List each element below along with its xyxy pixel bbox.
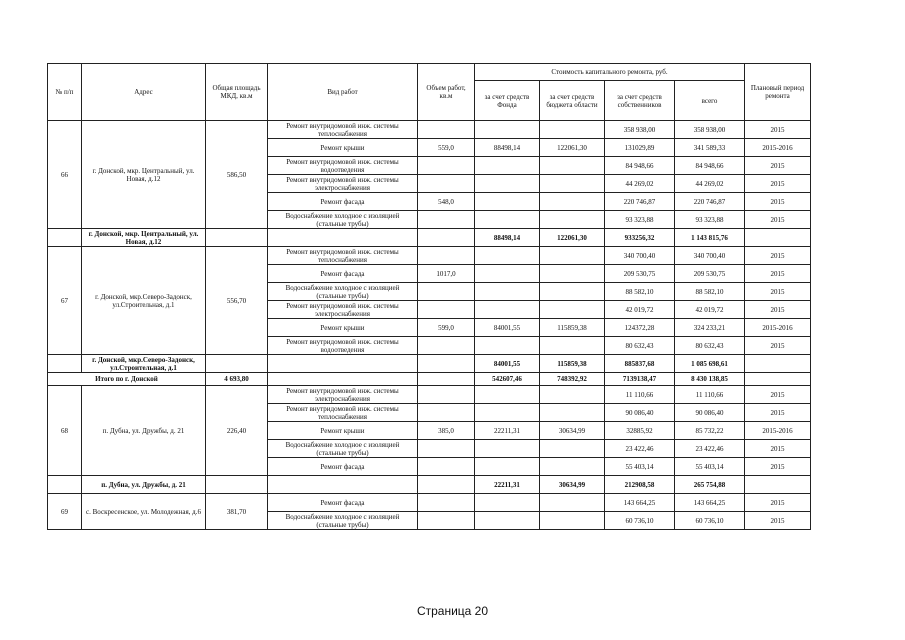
- total-cell: 44 269,02: [675, 175, 745, 193]
- total-cell: 220 746,87: [675, 193, 745, 211]
- region-budget-cell: [540, 458, 605, 476]
- volume-cell: 599,0: [418, 319, 475, 337]
- city-total-label: Итого по г. Донской: [48, 373, 206, 386]
- fund-cell: [475, 458, 540, 476]
- table-row: [48, 247, 811, 265]
- subtotal-period-cell: [745, 229, 811, 247]
- subtotal-work-cell: [268, 229, 418, 247]
- owners-cell: 124372,28: [605, 319, 675, 337]
- subtotal-total: 1 143 815,76: [675, 229, 745, 247]
- period-cell: 2015-2016: [745, 422, 811, 440]
- work-type-cell: Ремонт внутридомовой инж. системы водоотведения: [268, 157, 418, 175]
- region-budget-cell: 122061,30: [540, 139, 605, 157]
- total-cell: 209 530,75: [675, 265, 745, 283]
- subtotal-region: 122061,30: [540, 229, 605, 247]
- row-number-cell: 69: [48, 494, 82, 530]
- subtotal-area-cell: [206, 229, 268, 247]
- region-budget-cell: [540, 386, 605, 404]
- period-cell: 2015: [745, 301, 811, 319]
- period-cell: 2015: [745, 440, 811, 458]
- fund-cell: [475, 211, 540, 229]
- total-cell: 80 632,43: [675, 337, 745, 355]
- subtotal-area-cell: [206, 355, 268, 373]
- volume-cell: [418, 175, 475, 193]
- volume-cell: 1017,0: [418, 265, 475, 283]
- subtotal-total: 1 085 698,61: [675, 355, 745, 373]
- city-total-area: 4 693,80: [206, 373, 268, 386]
- total-cell: 90 086,40: [675, 404, 745, 422]
- region-budget-cell: [540, 440, 605, 458]
- city-total-fund: 542607,46: [475, 373, 540, 386]
- page-number: Страница 20: [416, 604, 489, 618]
- header-total: всего: [675, 81, 745, 121]
- period-cell: 2015: [745, 211, 811, 229]
- period-cell: 2015-2016: [745, 319, 811, 337]
- volume-cell: 559,0: [418, 139, 475, 157]
- period-cell: 2015: [745, 247, 811, 265]
- city-total-period-cell: [745, 373, 811, 386]
- subtotal-region: 115859,38: [540, 355, 605, 373]
- work-type-cell: Ремонт внутридомовой инж. системы электроснабжения: [268, 301, 418, 319]
- volume-cell: [418, 386, 475, 404]
- area-cell: 556,70: [206, 247, 268, 355]
- subtotal-fund: 22211,31: [475, 476, 540, 494]
- owners-cell: 358 938,00: [605, 121, 675, 139]
- region-budget-cell: [540, 157, 605, 175]
- subtotal-num-cell: [48, 355, 82, 373]
- city-total-work-cell: [268, 373, 418, 386]
- period-cell: 2015: [745, 512, 811, 530]
- work-type-cell: Ремонт крыши: [268, 139, 418, 157]
- city-total-owners: 7139138,47: [605, 373, 675, 386]
- volume-cell: [418, 247, 475, 265]
- subtotal-label: п. Дубна, ул. Дружбы, д. 21: [82, 476, 206, 494]
- fund-cell: [475, 175, 540, 193]
- address-cell: п. Дубна, ул. Дружбы, д. 21: [82, 386, 206, 476]
- table-row: [48, 386, 811, 404]
- fund-cell: 22211,31: [475, 422, 540, 440]
- subtotal-work-cell: [268, 355, 418, 373]
- work-type-cell: Ремонт внутридомовой инж. системы теплоснабжения: [268, 121, 418, 139]
- area-cell: 381,70: [206, 494, 268, 530]
- total-cell: 42 019,72: [675, 301, 745, 319]
- city-total-total: 8 430 138,85: [675, 373, 745, 386]
- period-cell: 2015: [745, 265, 811, 283]
- owners-cell: 44 269,02: [605, 175, 675, 193]
- fund-cell: [475, 512, 540, 530]
- city-total-volume-cell: [418, 373, 475, 386]
- owners-cell: 11 110,66: [605, 386, 675, 404]
- row-number-cell: 66: [48, 121, 82, 229]
- owners-cell: 143 664,25: [605, 494, 675, 512]
- work-type-cell: Ремонт фасада: [268, 494, 418, 512]
- period-cell: 2015: [745, 283, 811, 301]
- fund-cell: [475, 337, 540, 355]
- header-cost-group: Стоимость капитального ремонта, руб.: [475, 64, 745, 81]
- owners-cell: 32885,92: [605, 422, 675, 440]
- work-type-cell: Водоснабжение холодное с изоляцией (стальные трубы): [268, 211, 418, 229]
- region-budget-cell: [540, 494, 605, 512]
- subtotal-label: г. Донской, мкр.Северо-Задонск, ул.Строительная, д.1: [82, 355, 206, 373]
- subtotal-volume-cell: [418, 476, 475, 494]
- subtotal-period-cell: [745, 476, 811, 494]
- fund-cell: [475, 494, 540, 512]
- table-row: [48, 494, 811, 512]
- volume-cell: [418, 211, 475, 229]
- fund-cell: [475, 265, 540, 283]
- region-budget-cell: [540, 193, 605, 211]
- volume-cell: [418, 494, 475, 512]
- fund-cell: [475, 301, 540, 319]
- fund-cell: [475, 121, 540, 139]
- work-type-cell: Ремонт фасада: [268, 193, 418, 211]
- fund-cell: [475, 404, 540, 422]
- total-cell: 55 403,14: [675, 458, 745, 476]
- owners-cell: 55 403,14: [605, 458, 675, 476]
- address-cell: г. Донской, мкр. Центральный, ул. Новая, д.12: [82, 121, 206, 229]
- region-budget-cell: [540, 265, 605, 283]
- owners-cell: 209 530,75: [605, 265, 675, 283]
- total-cell: 340 700,40: [675, 247, 745, 265]
- volume-cell: 548,0: [418, 193, 475, 211]
- owners-cell: 220 746,87: [605, 193, 675, 211]
- subtotal-num-cell: [48, 476, 82, 494]
- work-type-cell: Водоснабжение холодное с изоляцией (стальные трубы): [268, 512, 418, 530]
- total-cell: 85 732,22: [675, 422, 745, 440]
- region-budget-cell: 30634,99: [540, 422, 605, 440]
- owners-cell: 60 736,10: [605, 512, 675, 530]
- owners-cell: 93 323,88: [605, 211, 675, 229]
- work-type-cell: Ремонт внутридомовой инж. системы водоотведения: [268, 337, 418, 355]
- owners-cell: 84 948,66: [605, 157, 675, 175]
- owners-cell: 340 700,40: [605, 247, 675, 265]
- subtotal-label: г. Донской, мкр. Центральный, ул. Новая, д.12: [82, 229, 206, 247]
- city-total-row: [48, 373, 811, 386]
- subtotal-area-cell: [206, 476, 268, 494]
- subtotal-owners: 933256,32: [605, 229, 675, 247]
- subtotal-fund: 88498,14: [475, 229, 540, 247]
- header-region: за счет средств бюджета области: [540, 81, 605, 121]
- volume-cell: 385,0: [418, 422, 475, 440]
- area-cell: 226,40: [206, 386, 268, 476]
- header-area: Общая площадь МКД, кв.м: [206, 64, 268, 121]
- volume-cell: [418, 121, 475, 139]
- fund-cell: [475, 193, 540, 211]
- work-type-cell: Ремонт крыши: [268, 319, 418, 337]
- region-budget-cell: [540, 175, 605, 193]
- work-type-cell: Водоснабжение холодное с изоляцией (стальные трубы): [268, 283, 418, 301]
- header-owners: за счет средств собственников: [605, 81, 675, 121]
- subtotal-row: [48, 355, 811, 373]
- total-cell: 93 323,88: [675, 211, 745, 229]
- owners-cell: 42 019,72: [605, 301, 675, 319]
- row-number-cell: 68: [48, 386, 82, 476]
- row-number-cell: 67: [48, 247, 82, 355]
- address-cell: с. Воскресенское, ул. Молодежная, д.6: [82, 494, 206, 530]
- subtotal-volume-cell: [418, 355, 475, 373]
- header-row-1: [48, 64, 811, 81]
- volume-cell: [418, 337, 475, 355]
- subtotal-num-cell: [48, 229, 82, 247]
- fund-cell: [475, 247, 540, 265]
- period-cell: 2015: [745, 337, 811, 355]
- total-cell: 143 664,25: [675, 494, 745, 512]
- owners-cell: 90 086,40: [605, 404, 675, 422]
- region-budget-cell: [540, 337, 605, 355]
- work-type-cell: Ремонт фасада: [268, 458, 418, 476]
- region-budget-cell: [540, 283, 605, 301]
- period-cell: 2015: [745, 404, 811, 422]
- fund-cell: [475, 440, 540, 458]
- region-budget-cell: [540, 404, 605, 422]
- subtotal-volume-cell: [418, 229, 475, 247]
- subtotal-row: [48, 229, 811, 247]
- total-cell: 11 110,66: [675, 386, 745, 404]
- capital-repair-table: [47, 63, 811, 530]
- total-cell: 88 582,10: [675, 283, 745, 301]
- period-cell: 2015-2016: [745, 139, 811, 157]
- city-total-region: 748392,92: [540, 373, 605, 386]
- subtotal-total: 265 754,88: [675, 476, 745, 494]
- volume-cell: [418, 404, 475, 422]
- work-type-cell: Ремонт внутридомовой инж. системы электроснабжения: [268, 175, 418, 193]
- header-num: № п/п: [48, 64, 82, 121]
- owners-cell: 88 582,10: [605, 283, 675, 301]
- fund-cell: [475, 386, 540, 404]
- volume-cell: [418, 512, 475, 530]
- fund-cell: [475, 157, 540, 175]
- region-budget-cell: [540, 121, 605, 139]
- period-cell: 2015: [745, 193, 811, 211]
- work-type-cell: Водоснабжение холодное с изоляцией (стальные трубы): [268, 440, 418, 458]
- subtotal-work-cell: [268, 476, 418, 494]
- period-cell: 2015: [745, 386, 811, 404]
- total-cell: 60 736,10: [675, 512, 745, 530]
- owners-cell: 23 422,46: [605, 440, 675, 458]
- volume-cell: [418, 157, 475, 175]
- volume-cell: [418, 458, 475, 476]
- total-cell: 84 948,66: [675, 157, 745, 175]
- total-cell: 341 589,33: [675, 139, 745, 157]
- capital-repair-table-container: [47, 63, 811, 530]
- period-cell: 2015: [745, 494, 811, 512]
- work-type-cell: Ремонт крыши: [268, 422, 418, 440]
- subtotal-owners: 885837,68: [605, 355, 675, 373]
- region-budget-cell: 115859,38: [540, 319, 605, 337]
- period-cell: 2015: [745, 121, 811, 139]
- total-cell: 23 422,46: [675, 440, 745, 458]
- volume-cell: [418, 301, 475, 319]
- region-budget-cell: [540, 247, 605, 265]
- area-cell: 586,50: [206, 121, 268, 229]
- fund-cell: [475, 283, 540, 301]
- volume-cell: [418, 283, 475, 301]
- volume-cell: [418, 440, 475, 458]
- owners-cell: 80 632,43: [605, 337, 675, 355]
- fund-cell: 88498,14: [475, 139, 540, 157]
- total-cell: 358 938,00: [675, 121, 745, 139]
- header-address: Адрес: [82, 64, 206, 121]
- subtotal-row: [48, 476, 811, 494]
- subtotal-fund: 84001,55: [475, 355, 540, 373]
- period-cell: 2015: [745, 157, 811, 175]
- work-type-cell: Ремонт фасада: [268, 265, 418, 283]
- period-cell: 2015: [745, 458, 811, 476]
- header-period: Плановый период ремонта: [745, 64, 811, 121]
- period-cell: 2015: [745, 175, 811, 193]
- subtotal-period-cell: [745, 355, 811, 373]
- header-work-type: Вид работ: [268, 64, 418, 121]
- subtotal-region: 30634,99: [540, 476, 605, 494]
- address-cell: г. Донской, мкр.Северо-Задонск, ул.Строительная, д.1: [82, 247, 206, 355]
- table-row: [48, 121, 811, 139]
- header-volume: Объем работ, кв.м: [418, 64, 475, 121]
- work-type-cell: Ремонт внутридомовой инж. системы теплоснабжения: [268, 404, 418, 422]
- subtotal-owners: 212908,58: [605, 476, 675, 494]
- total-cell: 324 233,21: [675, 319, 745, 337]
- region-budget-cell: [540, 301, 605, 319]
- work-type-cell: Ремонт внутридомовой инж. системы электроснабжения: [268, 386, 418, 404]
- header-fund: за счет средств Фонда: [475, 81, 540, 121]
- fund-cell: 84001,55: [475, 319, 540, 337]
- owners-cell: 131029,89: [605, 139, 675, 157]
- region-budget-cell: [540, 512, 605, 530]
- work-type-cell: Ремонт внутридомовой инж. системы теплоснабжения: [268, 247, 418, 265]
- region-budget-cell: [540, 211, 605, 229]
